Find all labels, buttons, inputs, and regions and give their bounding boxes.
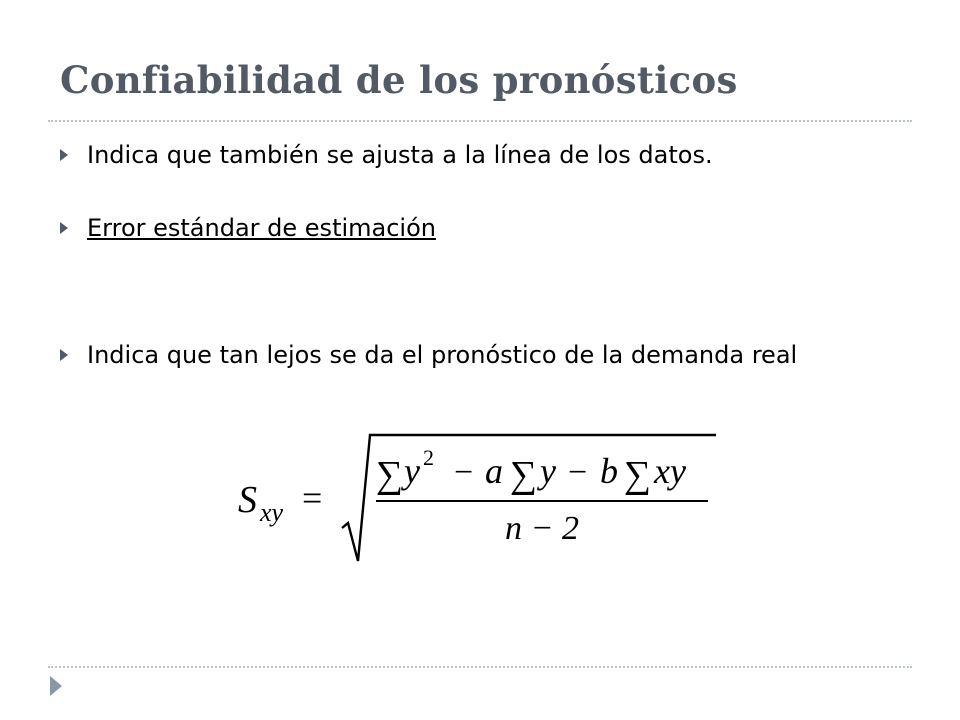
- numerator-coef-b: b: [600, 451, 618, 491]
- numerator-y-2: y: [540, 451, 556, 491]
- bullet-arrow-icon: [60, 349, 68, 361]
- bullet-text-1: Indica que también se ajusta a la línea de los datos.: [87, 141, 713, 169]
- bullet-arrow-icon: [60, 222, 68, 234]
- formula-lhs: S: [238, 479, 257, 521]
- numerator-y-1: y: [404, 451, 420, 491]
- numerator-exponent: 2: [423, 445, 434, 470]
- numerator-sum-3: ∑: [624, 454, 652, 496]
- bullet-arrow-icon: [60, 149, 68, 161]
- formula-lhs-subscript: xy: [260, 498, 284, 527]
- bullet-text-2: Error estándar de estimación: [87, 214, 436, 242]
- numerator-sum-1: ∑: [376, 454, 404, 496]
- bullet-item-3: [60, 338, 904, 372]
- numerator-minus-1: −: [454, 454, 474, 491]
- standard-error-formula: [230, 425, 730, 565]
- numerator-coef-a: a: [485, 451, 503, 491]
- slide-title: Confiabilidad de los pronósticos: [60, 58, 738, 102]
- footer-arrow-icon: [50, 676, 62, 696]
- bullet-item-1: [60, 138, 904, 172]
- numerator-sum-2: ∑: [510, 454, 538, 496]
- numerator-minus-2: −: [568, 454, 588, 491]
- bullet-item-2: [60, 211, 904, 245]
- formula-denominator: n − 2: [505, 510, 579, 547]
- title-divider: [48, 120, 912, 122]
- numerator-xy: xy: [654, 451, 686, 491]
- formula-equals: =: [302, 478, 323, 518]
- footer-divider: [48, 666, 912, 668]
- bullet-text-3: Indica que tan lejos se da el pronóstico de la demanda real: [87, 341, 798, 369]
